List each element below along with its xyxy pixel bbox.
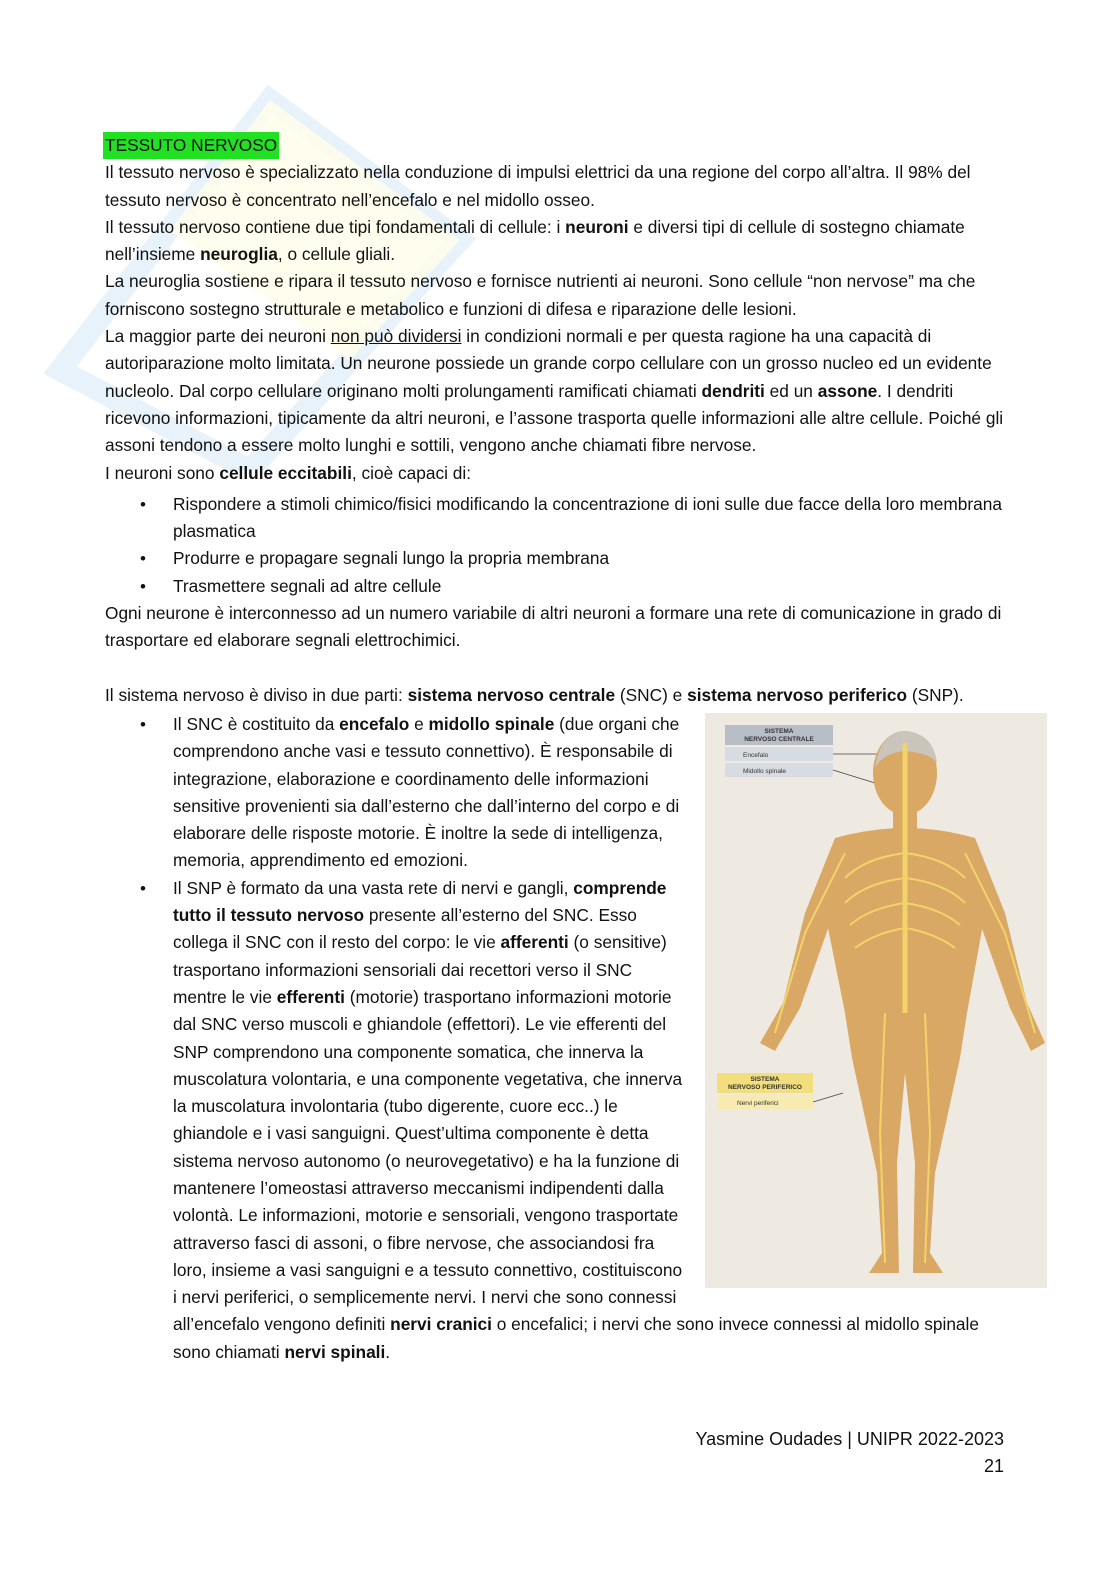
list-item: • Rispondere a stimoli chimico/fisici modificando la concentrazione di ioni sulle due facce della loro membrana plasmatica <box>173 491 1015 546</box>
paragraph-6: Ogni neurone è interconnesso ad un numero variabile di altri neuroni a formare una rete di comunicazione in grado di trasportare ed elaborare segnali elettrochimici. <box>105 603 1002 651</box>
paragraph-2: Il tessuto nervoso contiene due tipi fondamentali di cellule: i neuroni e diversi tipi di cellule di sostegno chiamate nell’insieme neuroglia, o cellule gliali. <box>105 216 965 265</box>
paragraph-3: La neuroglia sostiene e ripara il tessuto nervoso e fornisce nutrienti ai neuroni. Sono cellule “non nervose” ma che forniscono sostegno strutturale e metabolico e funzioni di difesa e riparazione delle lesioni. <box>105 271 976 319</box>
svg-text:NERVOSO CENTRALE: NERVOSO CENTRALE <box>744 735 814 743</box>
list-item-snp: • Il SNP è formato da una vasta rete di nervi e gangli, comprende tutto il tessuto nervoso presente all’esterno del SNC. Esso collega il SNC con il resto del corpo: le vie afferenti (o sensitive) trasportano informazioni sensoriali dai recettori verso il SNC mentre le vie efferenti (motorie) trasportano informazioni motorie dal SNC verso muscoli e ghiandole (effettori). Le vie efferenti del SNP comprendono una componente somatica, che innerva la muscolatura volontaria, e una componente vegetativa, che innerva la muscolatura involontaria (tubo digerente, cuore ecc..) le ghiandole e i vasi sanguigni. Quest’ultima componente è detta sistema nervoso autonomo (o neurovegetativo) e ha la funzione di mantenere l’omeostasi attraverso meccanismi indipendenti dalla volontà. Le informazioni, motorie e sensoriali, vengono trasportate attraverso fasci di assoni, o fibre nervose, che associandosi fra loro, insieme a vasi sanguigni e a tessuto connettivo, costituiscono i nervi periferici, o semplicemente nervi. I nervi che sono connessi all’encefalo vengono definiti nervi cranici o encefalici; i nervi che sono invece connessi al midollo spinale sono chiamati nervi spinali. <box>173 875 1015 1366</box>
nervous-system-list <box>105 711 1015 1366</box>
svg-text:SISTEMA: SISTEMA <box>764 727 794 735</box>
list-item: • Trasmettere segnali ad altre cellule <box>173 573 1015 600</box>
svg-text:SISTEMA: SISTEMA <box>750 1075 780 1083</box>
list-item-snc: • Il SNC è costituito da encefalo e midollo spinale (due organi che comprendono anche vasi e tessuto connettivo). È responsabile di integrazione, elaborazione e coordinamento delle informazioni sensitive provenienti sia dall’esterno che dall’interno del corpo e di elaborare delle risposte motorie. È inoltre la sede di intelligenza, memoria, apprendimento ed emozioni. <box>173 711 1015 875</box>
page-footer <box>695 1426 1004 1480</box>
section-heading: TESSUTO NERVOSO <box>103 132 279 159</box>
page-number: 21 <box>983 1456 1004 1476</box>
main-text <box>105 132 1015 1366</box>
paragraph-4: La maggior parte dei neuroni non può dividersi in condizioni normali e per questa ragione ha una capacità di autoriparazione molto limitata. Un neurone possiede un grande corpo cellulare con un grosso nucleo ed un evidente nucleolo. Dal corpo cellulare originano molti prolungamenti ramificati chiamati dendriti ed un assone. I dendriti ricevono informazioni, tipicamente da altri neuroni, e l’assone trasporta quelle informazioni alle altre cellule. Poiché gli assoni tendono a essere molto lunghi e sottili, vengono anche chiamati fibre nervose. <box>105 326 1004 456</box>
footer-author: Yasmine Oudades | UNIPR 2022-2023 <box>695 1429 1004 1449</box>
excitable-cells-list <box>105 491 1015 600</box>
paragraph-7: Il sistema nervoso è diviso in due parti: sistema nervoso centrale (SNC) e sistema nervoso periferico (SNP). <box>105 684 964 705</box>
list-item: • Produrre e propagare segnali lungo la propria membrana <box>173 545 1015 572</box>
svg-text:Midollo spinale: Midollo spinale <box>743 767 786 775</box>
svg-text:Nervi periferici: Nervi periferici <box>737 1099 779 1107</box>
paragraph-1: Il tessuto nervoso è specializzato nella conduzione di impulsi elettrici da una regione del corpo all’altra. Il 98% del tessuto nervoso è concentrato nell’encefalo e nel midollo osseo. <box>105 162 971 210</box>
svg-text:Encefalo: Encefalo <box>743 751 769 759</box>
svg-text:NERVOSO PERIFERICO: NERVOSO PERIFERICO <box>728 1083 802 1091</box>
paragraph-5: I neuroni sono cellule eccitabili, cioè capaci di: <box>105 462 472 483</box>
